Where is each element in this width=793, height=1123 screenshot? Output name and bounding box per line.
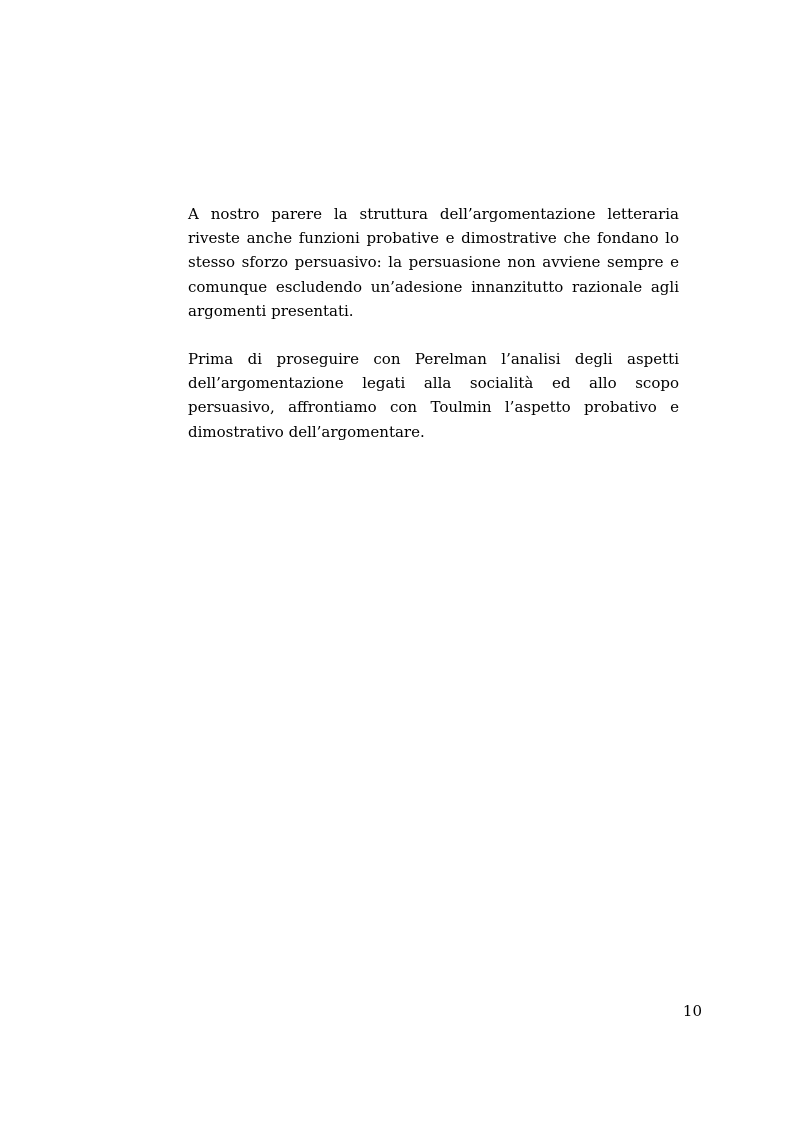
- body-text: [188, 202, 679, 444]
- page-number: 10: [682, 1002, 702, 1020]
- paragraph-1: A nostro parere la struttura dell’argomentazione letteraria riveste anche funzioni probative e dimostrative che fondano lo stesso sforzo persuasivo: la persuasione non avviene sempre e comunque escludendo un’adesione innanzitutto razionale agli argomenti presentati.: [188, 205, 679, 320]
- paragraph-2: Prima di proseguire con Perelman l’analisi degli aspetti dell’argomentazione legati alla socialità ed allo scopo persuasivo, affrontiamo con Toulmin l’aspetto probativo e dimostrativo dell’argomentare.: [188, 350, 679, 441]
